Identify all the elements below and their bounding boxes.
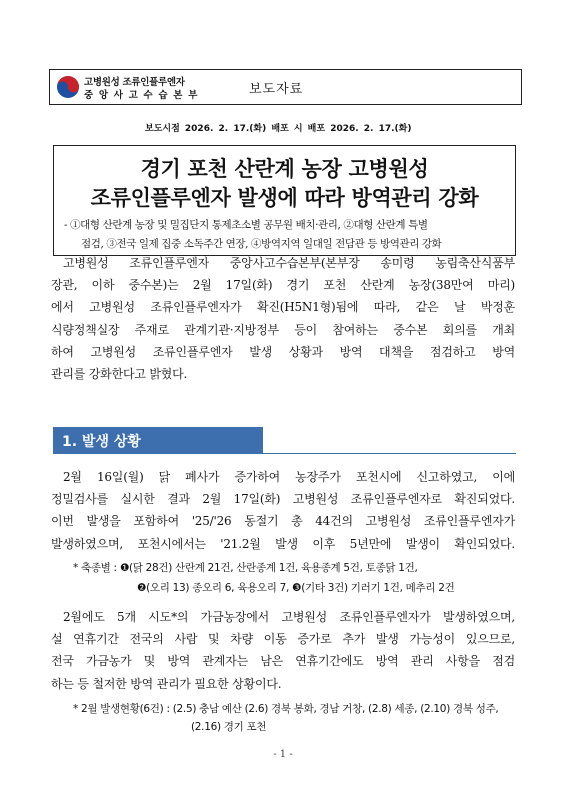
para2-line: 2월 16일(월) 닭 폐사가 증가하여 농장주가 포천시에 신고하였고, 이에 (63, 470, 515, 484)
para3-line: 전국 가금농가 및 방역 관계자는 남은 연휴기간에도 방역 관리 사항을 점검 (51, 654, 515, 669)
species-footnote-2: ❷(오리 13) 종오리 6, 육용오리 7, ❸(기타 3건) 기러기 1건, 메추리 2건 (137, 582, 455, 594)
para3-line: 설 연휴기간 전국의 사람 및 차량 이동 증가로 추가 발생 가능성이 있으므로, (51, 632, 515, 647)
february-footnote-1: * 2월 발생현황(6건) : (2.5) 충남 예산 (2.6) 경북 봉화, 경남 거창, (2.8) 세종, (2.10) 경북 성주, (73, 703, 499, 715)
org-logo (55, 74, 230, 102)
subtitle-line-2: 점검, ③전국 일제 집중 소독주간 연장, ④방역지역 일대일 전담관 등 방역관리 강화 (81, 238, 442, 250)
para2-line: 이번 발생을 포함하여 '25/'26 동절기 총 44건의 고병원성 조류인플루엔자가 (51, 514, 515, 529)
org-name-line1: 고병원성 조류인플루엔자 (84, 77, 185, 88)
title-line-2: 조류인플루엔자 발생에 따라 방역관리 강화 (90, 186, 479, 210)
section-title: 1. 발생 상황 (62, 434, 141, 450)
doc-type-label: 보도자료 (249, 82, 304, 97)
warning-paragraph (51, 606, 515, 695)
para3-line: 2월에도 5개 시도*의 가금농장에서 고병원성 조류인플루엔자가 발생하였으며, (63, 610, 515, 624)
occurrence-paragraph (51, 466, 515, 555)
para1-line: 하여 고병원성 조류인플루엔자 발생 상황과 방역 대책을 점검하고 방역 (51, 344, 515, 359)
para1-line: 관리를 강화한다고 밝혔다. (51, 367, 188, 382)
page-number: - 1 - (273, 749, 293, 760)
title-box (53, 145, 516, 256)
para3-line: 하는 등 철저한 방역 관리가 필요한 상황이다. (51, 676, 282, 691)
intro-paragraph (51, 252, 515, 385)
taegeuk-logo-icon (55, 74, 81, 100)
subtitle-line-1: - ①대형 산란계 농장 및 밀집단지 통제초소별 공무원 배치·관리, ②대형 산란계 특별 (64, 219, 428, 231)
embargo-line: 보도시점 2026. 2. 17.(화) 배포 시 배포 2026. 2. 17.(화) (145, 124, 412, 134)
para1-line: 고병원성 조류인플루엔자 중앙사고수습본부(본부장 송미령 농림축산식품부 (63, 256, 515, 270)
february-footnote-2: (2.16) 경기 포천 (191, 721, 267, 733)
para2-line: 정밀검사를 실시한 결과 2월 17일(화) 고병원성 조류인플루엔자로 확진되었다. (51, 492, 515, 507)
press-release-header (49, 69, 522, 105)
para1-line: 식량정책실장 주재로 관계기관·지방정부 등이 참여하는 중수본 회의를 개최 (51, 322, 515, 337)
title-line-1: 경기 포천 산란계 농장 고병원성 (140, 157, 429, 181)
section-underline (263, 453, 516, 454)
species-footnote-1: * 축종별 : ❶(닭 28건) 산란계 21건, 산란종계 1건, 육용종계 5건, 토종닭 1건, (73, 562, 418, 574)
para1-line: 장관, 이하 중수본)는 2월 17일(화) 경기 포천 산란계 농장(38만여 마리) (51, 278, 515, 293)
org-name-line2: 중 앙 사 고 수 습 본 부 (84, 90, 199, 101)
para1-line: 에서 고병원성 조류인플루엔자가 확진(H5N1형)됨에 따라, 같은 날 박정훈 (51, 300, 515, 315)
section-heading (53, 427, 263, 454)
para2-line: 발생하였으며, 포천시에서는 '21.2월 발생 이후 5년만에 발생이 확인되었다. (51, 536, 515, 551)
